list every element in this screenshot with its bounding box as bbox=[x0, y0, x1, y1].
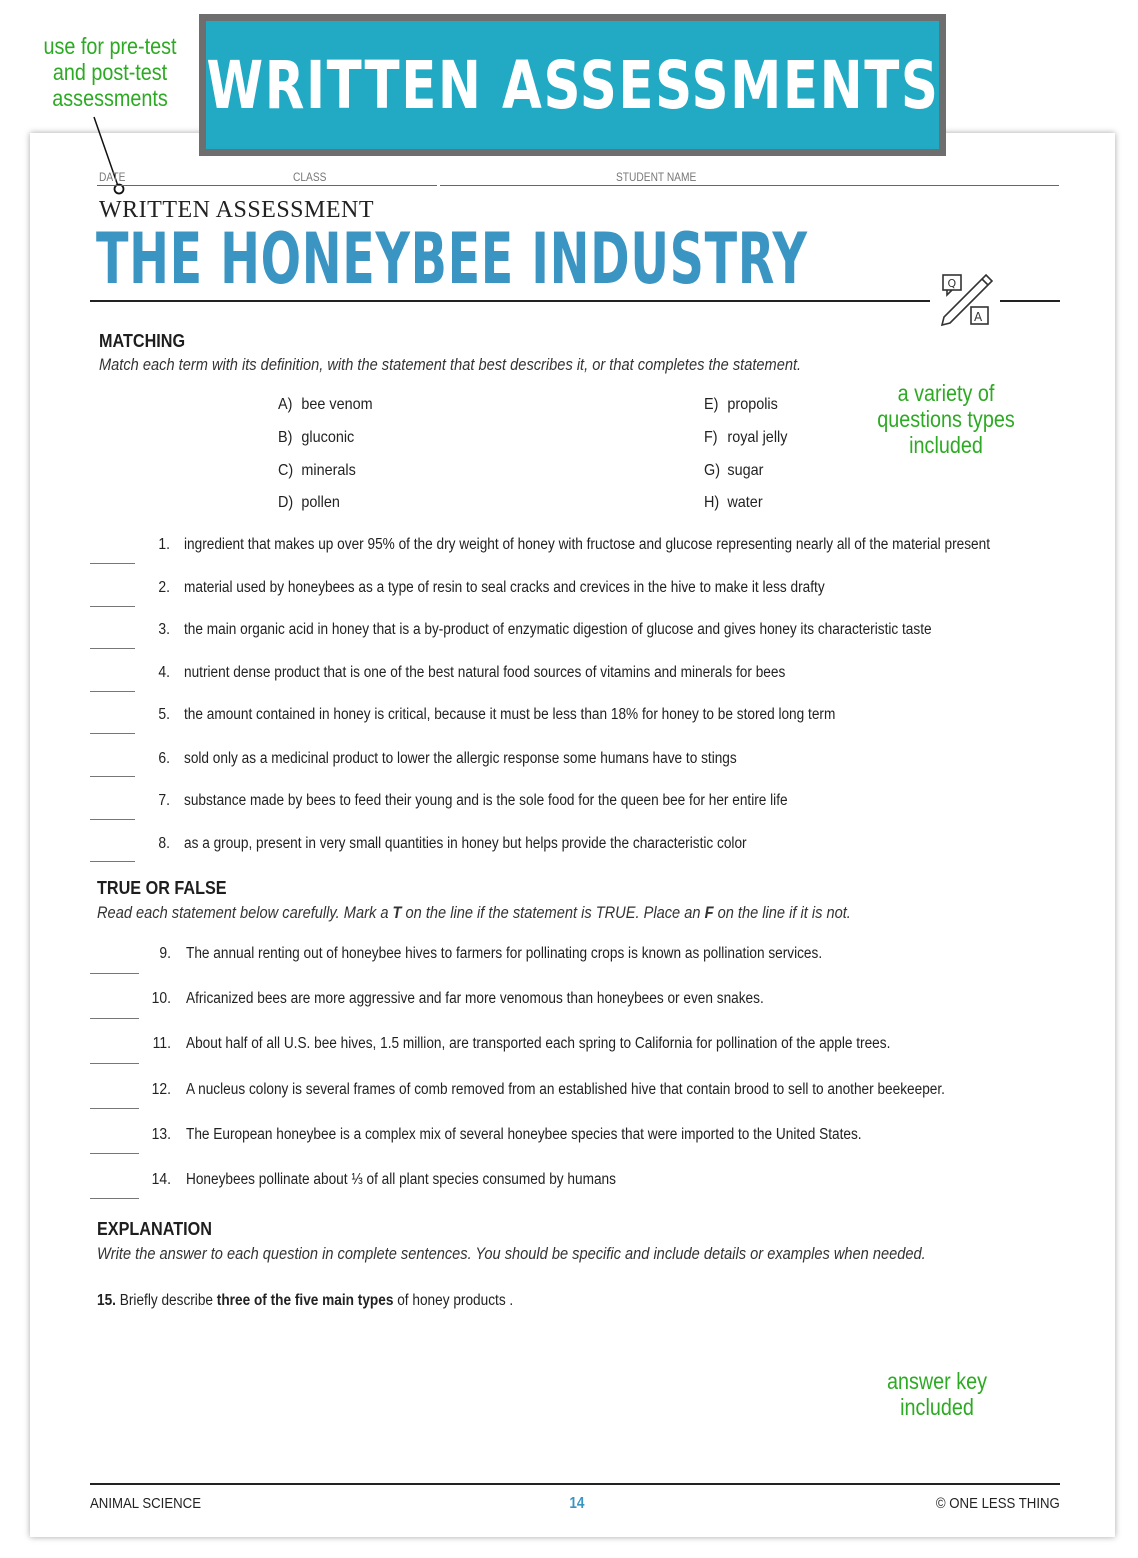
true-false-instructions bbox=[97, 903, 851, 923]
question-number: 13. bbox=[151, 1126, 171, 1143]
answer-blank[interactable] bbox=[90, 776, 135, 777]
option-text: royal jelly bbox=[727, 429, 788, 446]
note-line: included bbox=[900, 1394, 974, 1420]
instr-part: on the line if it is not. bbox=[713, 903, 851, 922]
date-label: DATE bbox=[99, 170, 126, 184]
option-text: pollen bbox=[301, 494, 340, 511]
option-f bbox=[704, 429, 787, 447]
option-c bbox=[278, 462, 356, 480]
banner-title: WRITTEN ASSESSMENTS bbox=[205, 46, 940, 124]
option-text: sugar bbox=[727, 462, 764, 479]
question-text: of honey products . bbox=[393, 1292, 514, 1309]
option-letter: H) bbox=[704, 494, 720, 511]
question-text: the main organic acid in honey that is a by-product of enzymatic digestion of glucose and gives honey its characteristic taste bbox=[184, 621, 932, 638]
question-number: 10. bbox=[151, 990, 171, 1007]
question-number: 12. bbox=[151, 1081, 171, 1098]
question-number: 14. bbox=[151, 1171, 171, 1188]
quiz-icon bbox=[938, 271, 996, 329]
question-text: Honeybees pollinate about ⅓ of all plant species consumed by humans bbox=[186, 1171, 616, 1188]
banner bbox=[199, 14, 946, 156]
footer-copyright: © ONE LESS THING bbox=[936, 1495, 1060, 1512]
answer-blank[interactable] bbox=[90, 1018, 139, 1019]
option-text: gluconic bbox=[301, 429, 355, 446]
answer-blank[interactable] bbox=[90, 648, 135, 649]
instr-false-letter: F bbox=[704, 903, 714, 922]
title-rule-right bbox=[1000, 300, 1060, 302]
student-name-line[interactable] bbox=[440, 185, 1059, 186]
option-text: water bbox=[727, 494, 763, 511]
question-text: The annual renting out of honeybee hives to farmers for pollinating crops is known as pollination services. bbox=[186, 945, 823, 962]
option-text: bee venom bbox=[301, 396, 373, 413]
note-line: questions types bbox=[877, 406, 1015, 432]
option-letter: E) bbox=[704, 396, 719, 413]
answer-blank[interactable] bbox=[90, 1108, 139, 1109]
question-text: A nucleus colony is several frames of comb removed from an established hive that contain brood to sell to another beekeeper. bbox=[186, 1081, 945, 1098]
subtitle: WRITTEN ASSESSMENT bbox=[99, 197, 375, 223]
true-false-heading: TRUE OR FALSE bbox=[97, 878, 227, 898]
instr-true-letter: T bbox=[392, 903, 402, 922]
date-class-line[interactable] bbox=[97, 185, 437, 186]
question-text: nutrient dense product that is one of the best natural food sources of vitamins and minerals for bees bbox=[184, 664, 786, 681]
answer-blank[interactable] bbox=[90, 691, 135, 692]
footer-course: ANIMAL SCIENCE bbox=[90, 1495, 202, 1512]
question-number: 7. bbox=[158, 792, 170, 809]
option-g bbox=[704, 462, 763, 480]
option-letter: B) bbox=[278, 429, 293, 446]
svg-text:A: A bbox=[974, 310, 983, 324]
option-a bbox=[278, 396, 373, 414]
question-number: 3. bbox=[158, 621, 170, 638]
page-title: THE HONEYBEE INDUSTRY bbox=[96, 218, 808, 300]
question-text: as a group, present in very small quantities in honey but helps provide the characteristic color bbox=[184, 835, 747, 852]
question-number: 6. bbox=[158, 750, 170, 767]
answer-blank[interactable] bbox=[90, 973, 139, 974]
option-letter: G) bbox=[704, 462, 721, 479]
question-number: 4. bbox=[158, 664, 170, 681]
student-name-label: STUDENT NAME bbox=[616, 170, 697, 184]
option-letter: F) bbox=[704, 429, 718, 446]
svg-text:Q: Q bbox=[947, 277, 957, 290]
question-number: 8. bbox=[158, 835, 170, 852]
question-number: 15. bbox=[97, 1292, 116, 1309]
question-text: About half of all U.S. bee hives, 1.5 million, are transported each spring to California for pollination of the apple trees. bbox=[186, 1035, 891, 1052]
question-text: the amount contained in honey is critical, because it must be less than 18% for honey to be stored long term bbox=[184, 706, 836, 723]
option-letter: A) bbox=[278, 396, 293, 413]
answer-blank[interactable] bbox=[90, 1153, 139, 1154]
option-text: minerals bbox=[301, 462, 356, 479]
title-rule bbox=[90, 300, 930, 302]
page-number: 14 bbox=[569, 1495, 585, 1512]
answer-blank[interactable] bbox=[90, 1063, 139, 1064]
question-text: Briefly describe bbox=[119, 1292, 217, 1309]
explanation-instructions: Write the answer to each question in complete sentences. You should be specific and include details or examples when needed. bbox=[97, 1244, 926, 1263]
question-number: 1. bbox=[158, 536, 170, 553]
question-text: The European honeybee is a complex mix of several honeybee species that were imported to the United States. bbox=[186, 1126, 862, 1143]
answer-blank[interactable] bbox=[90, 606, 135, 607]
answer-blank[interactable] bbox=[90, 563, 135, 564]
question-text: sold only as a medicinal product to lower the allergic response some humans have to stings bbox=[184, 750, 737, 767]
class-label: CLASS bbox=[293, 170, 327, 184]
question-number: 2. bbox=[158, 579, 170, 596]
note-line: assessments bbox=[52, 85, 168, 111]
matching-heading: MATCHING bbox=[99, 331, 186, 351]
option-h bbox=[704, 494, 763, 512]
answer-blank[interactable] bbox=[90, 733, 135, 734]
option-letter: C) bbox=[278, 462, 294, 479]
option-text: propolis bbox=[727, 396, 778, 413]
question-text: substance made by bees to feed their young and is the sole food for the queen bee for her entire life bbox=[184, 792, 788, 809]
note-line: use for pre-test bbox=[43, 33, 177, 59]
question-number: 5. bbox=[158, 706, 170, 723]
note-line: included bbox=[909, 432, 983, 458]
question-number: 9. bbox=[159, 945, 171, 962]
option-d bbox=[278, 494, 340, 512]
answer-blank[interactable] bbox=[90, 861, 135, 862]
matching-instructions: Match each term with its definition, with the statement that best describes it, or that completes the statement. bbox=[99, 355, 802, 374]
answer-blank[interactable] bbox=[90, 819, 135, 820]
answer-blank[interactable] bbox=[90, 1198, 139, 1199]
note-line: and post-test bbox=[52, 59, 168, 85]
question-number: 11. bbox=[152, 1035, 171, 1052]
instr-part: Read each statement below carefully. Mark a bbox=[97, 903, 393, 922]
explanation-question bbox=[97, 1292, 513, 1310]
option-e bbox=[704, 396, 778, 414]
question-text: Africanized bees are more aggressive and far more venomous than honeybees or even snakes. bbox=[186, 990, 764, 1007]
note-line: a variety of bbox=[897, 380, 995, 406]
answer-key-note bbox=[868, 1368, 1006, 1420]
instr-part: on the line if the statement is TRUE. Place an bbox=[401, 903, 705, 922]
question-text: ingredient that makes up over 95% of the dry weight of honey with fructose and glucose representing nearly all of the material present bbox=[184, 536, 990, 553]
explanation-heading: EXPLANATION bbox=[97, 1219, 212, 1239]
option-letter: D) bbox=[278, 494, 294, 511]
question-emphasis: three of the five main types bbox=[216, 1292, 394, 1309]
variety-note bbox=[877, 380, 1015, 458]
footer-rule bbox=[90, 1483, 1060, 1485]
option-b bbox=[278, 429, 354, 447]
note-line: answer key bbox=[886, 1368, 988, 1394]
question-text: material used by honeybees as a type of resin to seal cracks and crevices in the hive to make it less drafty bbox=[184, 579, 825, 596]
